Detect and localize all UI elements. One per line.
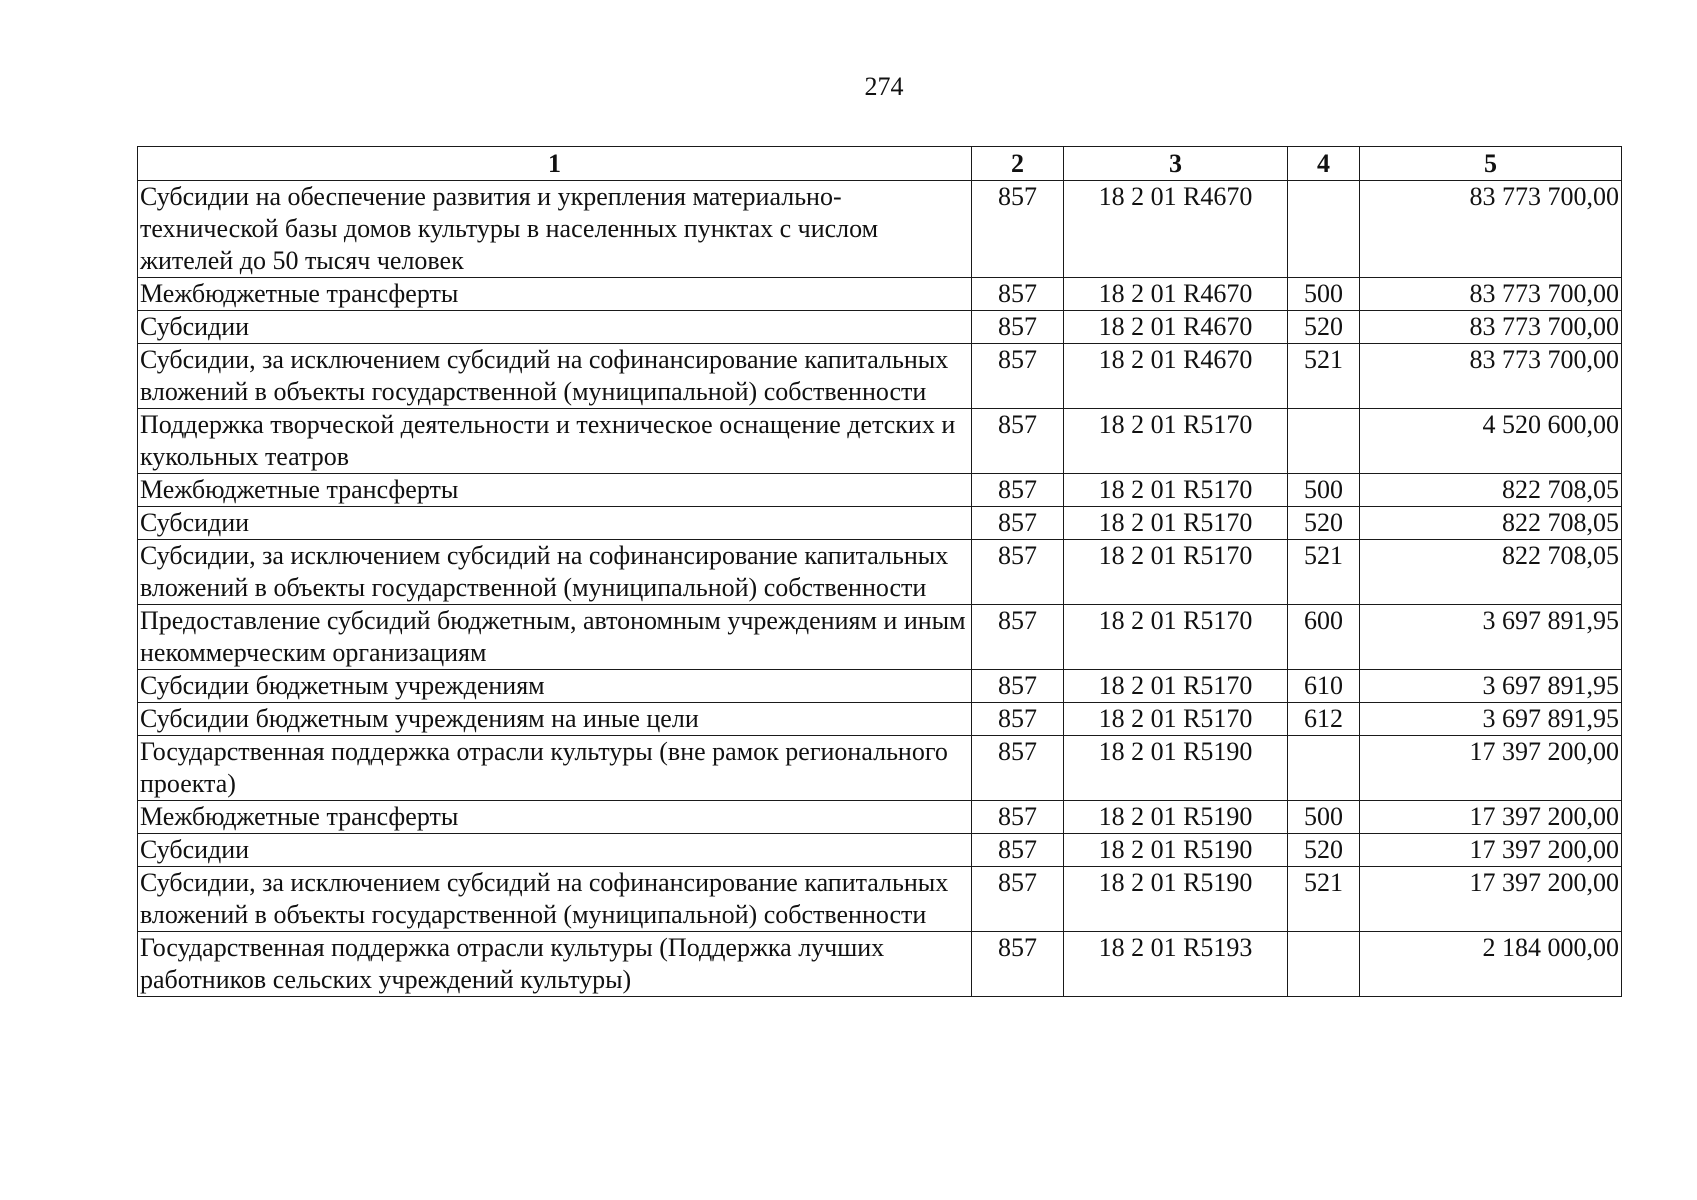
row-target-code-cell: 18 2 01 R5190 bbox=[1064, 867, 1288, 932]
row-expense-type-cell: 520 bbox=[1288, 311, 1360, 344]
column-header-5: 5 bbox=[1360, 147, 1622, 181]
row-expense-type-cell: 610 bbox=[1288, 670, 1360, 703]
row-amount-cell: 17 397 200,00 bbox=[1360, 736, 1622, 801]
row-target-code-cell: 18 2 01 R5170 bbox=[1064, 670, 1288, 703]
table-row bbox=[138, 344, 1622, 409]
row-admin-code-cell: 857 bbox=[972, 474, 1064, 507]
table-row bbox=[138, 474, 1622, 507]
row-admin-code-cell: 857 bbox=[972, 932, 1064, 997]
row-amount-cell: 83 773 700,00 bbox=[1360, 181, 1622, 278]
row-name-cell: Субсидии бюджетным учреждениям bbox=[138, 670, 972, 703]
row-name-cell: Субсидии bbox=[138, 834, 972, 867]
row-expense-type-cell: 520 bbox=[1288, 507, 1360, 540]
table-body bbox=[138, 181, 1622, 997]
row-admin-code-cell: 857 bbox=[972, 834, 1064, 867]
row-amount-cell: 822 708,05 bbox=[1360, 540, 1622, 605]
row-amount-cell: 17 397 200,00 bbox=[1360, 834, 1622, 867]
row-target-code-cell: 18 2 01 R5190 bbox=[1064, 834, 1288, 867]
row-expense-type-cell: 612 bbox=[1288, 703, 1360, 736]
row-expense-type-cell: 521 bbox=[1288, 344, 1360, 409]
row-target-code-cell: 18 2 01 R5170 bbox=[1064, 703, 1288, 736]
row-name-cell: Межбюджетные трансферты bbox=[138, 474, 972, 507]
row-admin-code-cell: 857 bbox=[972, 344, 1064, 409]
row-name-cell: Субсидии на обеспечение развития и укрепления материально-технической базы домов культуры в населенных пунктах с числом жителей до 50 тысяч человек bbox=[138, 181, 972, 278]
table-row bbox=[138, 409, 1622, 474]
row-amount-cell: 822 708,05 bbox=[1360, 507, 1622, 540]
row-target-code-cell: 18 2 01 R5193 bbox=[1064, 932, 1288, 997]
row-amount-cell: 3 697 891,95 bbox=[1360, 670, 1622, 703]
row-target-code-cell: 18 2 01 R5170 bbox=[1064, 474, 1288, 507]
row-expense-type-cell: 520 bbox=[1288, 834, 1360, 867]
row-expense-type-cell bbox=[1288, 409, 1360, 474]
row-name-cell: Субсидии бюджетным учреждениям на иные цели bbox=[138, 703, 972, 736]
row-target-code-cell: 18 2 01 R4670 bbox=[1064, 311, 1288, 344]
row-name-cell: Межбюджетные трансферты bbox=[138, 278, 972, 311]
row-amount-cell: 83 773 700,00 bbox=[1360, 278, 1622, 311]
table-row bbox=[138, 311, 1622, 344]
row-amount-cell: 822 708,05 bbox=[1360, 474, 1622, 507]
row-target-code-cell: 18 2 01 R5170 bbox=[1064, 507, 1288, 540]
row-name-cell: Государственная поддержка отрасли культуры (Поддержка лучших работников сельских учреждений культуры) bbox=[138, 932, 972, 997]
row-target-code-cell: 18 2 01 R5170 bbox=[1064, 409, 1288, 474]
row-name-cell: Государственная поддержка отрасли культуры (вне рамок регионального проекта) bbox=[138, 736, 972, 801]
row-admin-code-cell: 857 bbox=[972, 311, 1064, 344]
row-name-cell: Субсидии, за исключением субсидий на софинансирование капитальных вложений в объекты государственной (муниципальной) собственности bbox=[138, 867, 972, 932]
row-admin-code-cell: 857 bbox=[972, 605, 1064, 670]
row-admin-code-cell: 857 bbox=[972, 801, 1064, 834]
row-name-cell: Субсидии, за исключением субсидий на софинансирование капитальных вложений в объекты государственной (муниципальной) собственности bbox=[138, 540, 972, 605]
row-amount-cell: 2 184 000,00 bbox=[1360, 932, 1622, 997]
row-admin-code-cell: 857 bbox=[972, 181, 1064, 278]
row-admin-code-cell: 857 bbox=[972, 507, 1064, 540]
row-expense-type-cell: 600 bbox=[1288, 605, 1360, 670]
row-name-cell: Субсидии bbox=[138, 507, 972, 540]
row-target-code-cell: 18 2 01 R4670 bbox=[1064, 344, 1288, 409]
row-target-code-cell: 18 2 01 R4670 bbox=[1064, 278, 1288, 311]
table-row bbox=[138, 834, 1622, 867]
row-expense-type-cell: 500 bbox=[1288, 278, 1360, 311]
table-row bbox=[138, 670, 1622, 703]
row-name-cell: Поддержка творческой деятельности и техническое оснащение детских и кукольных театров bbox=[138, 409, 972, 474]
page-number: 274 bbox=[864, 72, 904, 101]
row-amount-cell: 17 397 200,00 bbox=[1360, 867, 1622, 932]
row-admin-code-cell: 857 bbox=[972, 703, 1064, 736]
row-expense-type-cell bbox=[1288, 181, 1360, 278]
row-expense-type-cell: 500 bbox=[1288, 474, 1360, 507]
column-header-3: 3 bbox=[1064, 147, 1288, 181]
column-header-2: 2 bbox=[972, 147, 1064, 181]
row-target-code-cell: 18 2 01 R5170 bbox=[1064, 540, 1288, 605]
column-header-1: 1 bbox=[138, 147, 972, 181]
row-admin-code-cell: 857 bbox=[972, 278, 1064, 311]
row-admin-code-cell: 857 bbox=[972, 409, 1064, 474]
row-expense-type-cell bbox=[1288, 736, 1360, 801]
row-name-cell: Субсидии, за исключением субсидий на софинансирование капитальных вложений в объекты государственной (муниципальной) собственности bbox=[138, 344, 972, 409]
row-amount-cell: 83 773 700,00 bbox=[1360, 344, 1622, 409]
row-target-code-cell: 18 2 01 R5190 bbox=[1064, 736, 1288, 801]
row-target-code-cell: 18 2 01 R5190 bbox=[1064, 801, 1288, 834]
row-target-code-cell: 18 2 01 R4670 bbox=[1064, 181, 1288, 278]
row-admin-code-cell: 857 bbox=[972, 540, 1064, 605]
row-amount-cell: 17 397 200,00 bbox=[1360, 801, 1622, 834]
row-amount-cell: 4 520 600,00 bbox=[1360, 409, 1622, 474]
row-amount-cell: 3 697 891,95 bbox=[1360, 703, 1622, 736]
row-expense-type-cell: 500 bbox=[1288, 801, 1360, 834]
table-row bbox=[138, 507, 1622, 540]
table-row bbox=[138, 932, 1622, 997]
table-row bbox=[138, 736, 1622, 801]
table-row bbox=[138, 801, 1622, 834]
row-name-cell: Субсидии bbox=[138, 311, 972, 344]
row-admin-code-cell: 857 bbox=[972, 670, 1064, 703]
row-amount-cell: 3 697 891,95 bbox=[1360, 605, 1622, 670]
row-target-code-cell: 18 2 01 R5170 bbox=[1064, 605, 1288, 670]
header-row bbox=[138, 147, 1622, 181]
row-admin-code-cell: 857 bbox=[972, 867, 1064, 932]
budget-table bbox=[137, 146, 1622, 997]
row-expense-type-cell: 521 bbox=[1288, 540, 1360, 605]
table-row bbox=[138, 605, 1622, 670]
row-expense-type-cell: 521 bbox=[1288, 867, 1360, 932]
table-row bbox=[138, 278, 1622, 311]
row-admin-code-cell: 857 bbox=[972, 736, 1064, 801]
column-header-4: 4 bbox=[1288, 147, 1360, 181]
table-row bbox=[138, 540, 1622, 605]
table-row bbox=[138, 867, 1622, 932]
row-name-cell: Межбюджетные трансферты bbox=[138, 801, 972, 834]
row-amount-cell: 83 773 700,00 bbox=[1360, 311, 1622, 344]
table-row bbox=[138, 703, 1622, 736]
row-expense-type-cell bbox=[1288, 932, 1360, 997]
row-name-cell: Предоставление субсидий бюджетным, автономным учреждениям и иным некоммерческим организациям bbox=[138, 605, 972, 670]
table-row bbox=[138, 181, 1622, 278]
